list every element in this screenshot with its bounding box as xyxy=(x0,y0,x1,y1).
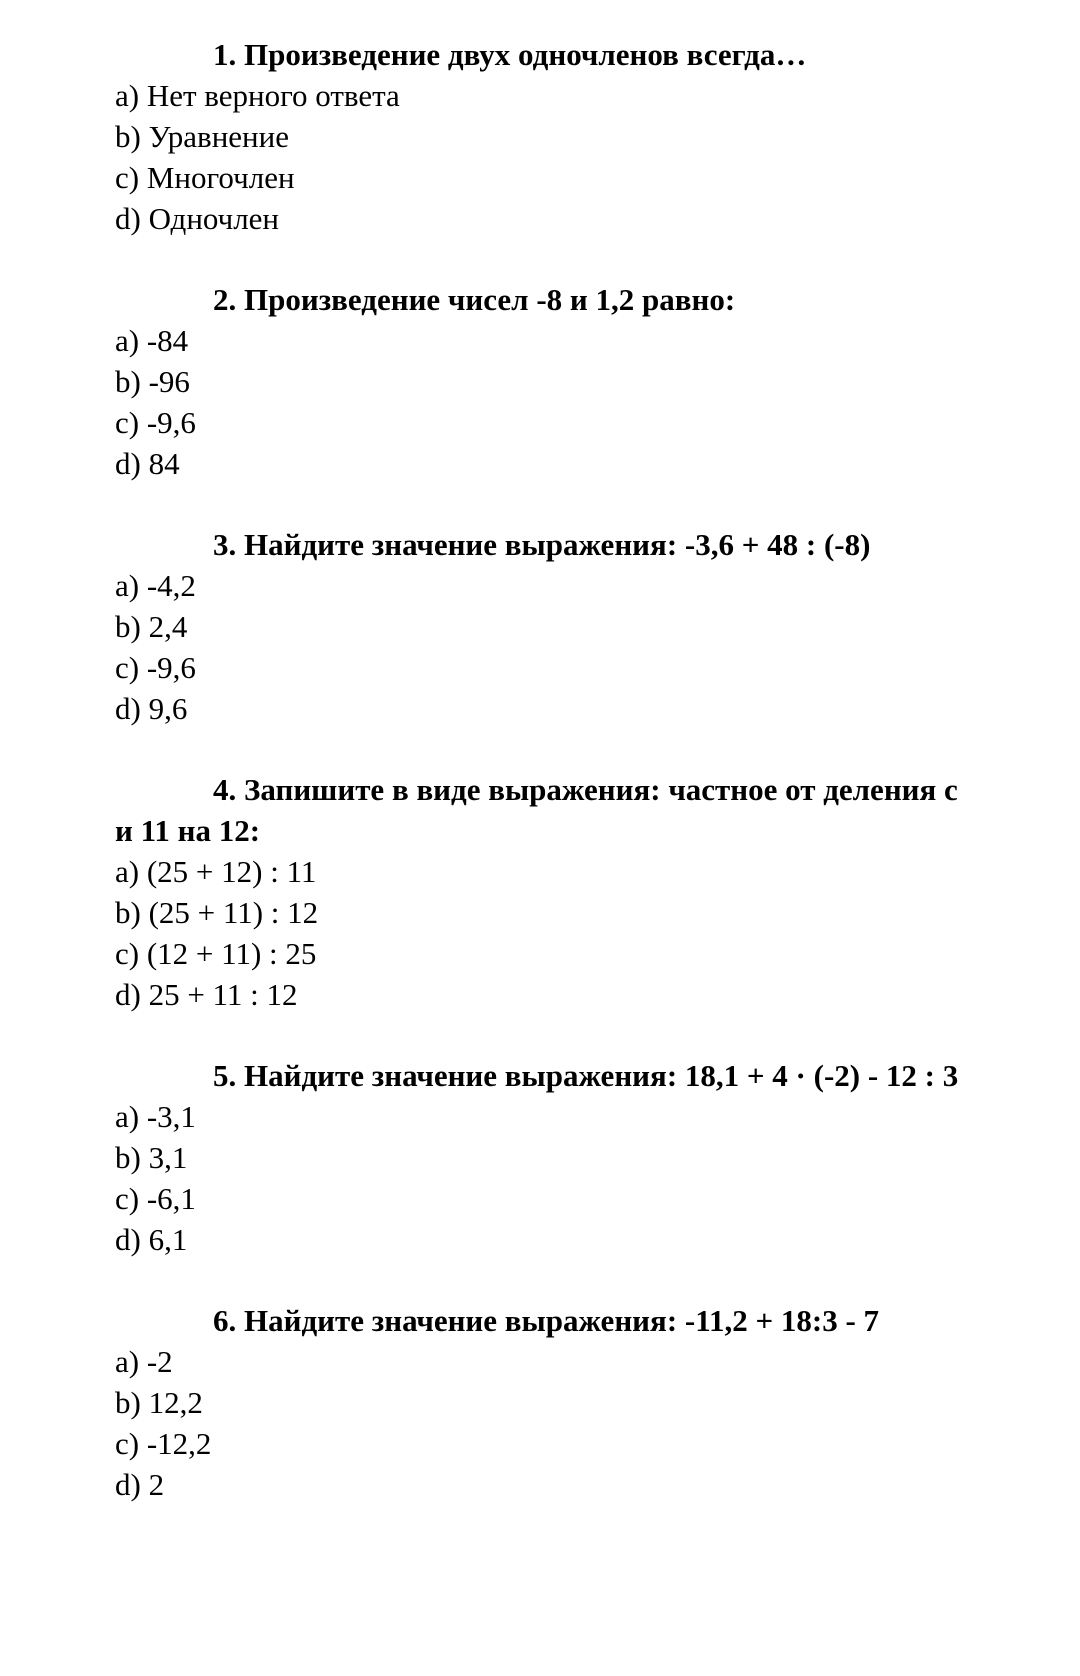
question-block-1 xyxy=(115,34,1080,239)
answer-option: b) 12,2 xyxy=(115,1385,203,1420)
answer-options xyxy=(115,320,1080,484)
answer-option: b) 2,4 xyxy=(115,609,188,644)
answer-options xyxy=(115,1096,1080,1260)
answer-options xyxy=(115,75,1080,239)
question-block-2 xyxy=(115,279,1080,484)
answer-option: c) -6,1 xyxy=(115,1181,196,1216)
answer-option: a) Нет верного ответа xyxy=(115,78,400,113)
answer-option: d) Одночлен xyxy=(115,201,280,236)
answer-option: b) (25 + 11) : 12 xyxy=(115,895,319,930)
question-heading: 6. Найдите значение выражения: -11,2 + 18:3 - 7 xyxy=(213,1303,880,1338)
answer-options xyxy=(115,565,1080,729)
question-heading: 4. Запишите в виде выражения: частное от деления с xyxy=(213,772,958,807)
answer-option: c) -9,6 xyxy=(115,650,196,685)
answer-option: c) -12,2 xyxy=(115,1426,212,1461)
question-heading: 2. Произведение чисел -8 и 1,2 равно: xyxy=(213,282,736,317)
answer-option: a) (25 + 12) : 11 xyxy=(115,854,317,889)
answer-option: d) 6,1 xyxy=(115,1222,188,1257)
question-heading: 1. Произведение двух одночленов всегда… xyxy=(213,37,807,72)
question-block-6 xyxy=(115,1300,1080,1505)
answer-option: d) 84 xyxy=(115,446,180,481)
answer-option: c) -9,6 xyxy=(115,405,196,440)
answer-option: c) (12 + 11) : 25 xyxy=(115,936,317,971)
question-heading: 5. Найдите значение выражения: 18,1 + 4 · (-2) - 12 : 3 xyxy=(213,1058,959,1093)
answer-options xyxy=(115,851,1080,1015)
answer-option: b) Уравнение xyxy=(115,119,289,154)
answer-option: a) -84 xyxy=(115,323,189,358)
answer-option: a) -2 xyxy=(115,1344,173,1379)
answer-option: d) 9,6 xyxy=(115,691,188,726)
answer-option: b) -96 xyxy=(115,364,190,399)
answer-option: d) 25 + 11 : 12 xyxy=(115,977,298,1012)
question-block-5 xyxy=(115,1055,1080,1260)
answer-option: b) 3,1 xyxy=(115,1140,188,1175)
question-block-4 xyxy=(115,769,1080,1015)
answer-option: c) Многочлен xyxy=(115,160,295,195)
question-heading-continuation: и 11 на 12: xyxy=(115,813,261,848)
question-block-3 xyxy=(115,524,1080,729)
answer-options xyxy=(115,1341,1080,1505)
question-heading: 3. Найдите значение выражения: -3,6 + 48 : (-8) xyxy=(213,527,871,562)
answer-option: a) -3,1 xyxy=(115,1099,196,1134)
answer-option: d) 2 xyxy=(115,1467,165,1502)
answer-option: a) -4,2 xyxy=(115,568,196,603)
